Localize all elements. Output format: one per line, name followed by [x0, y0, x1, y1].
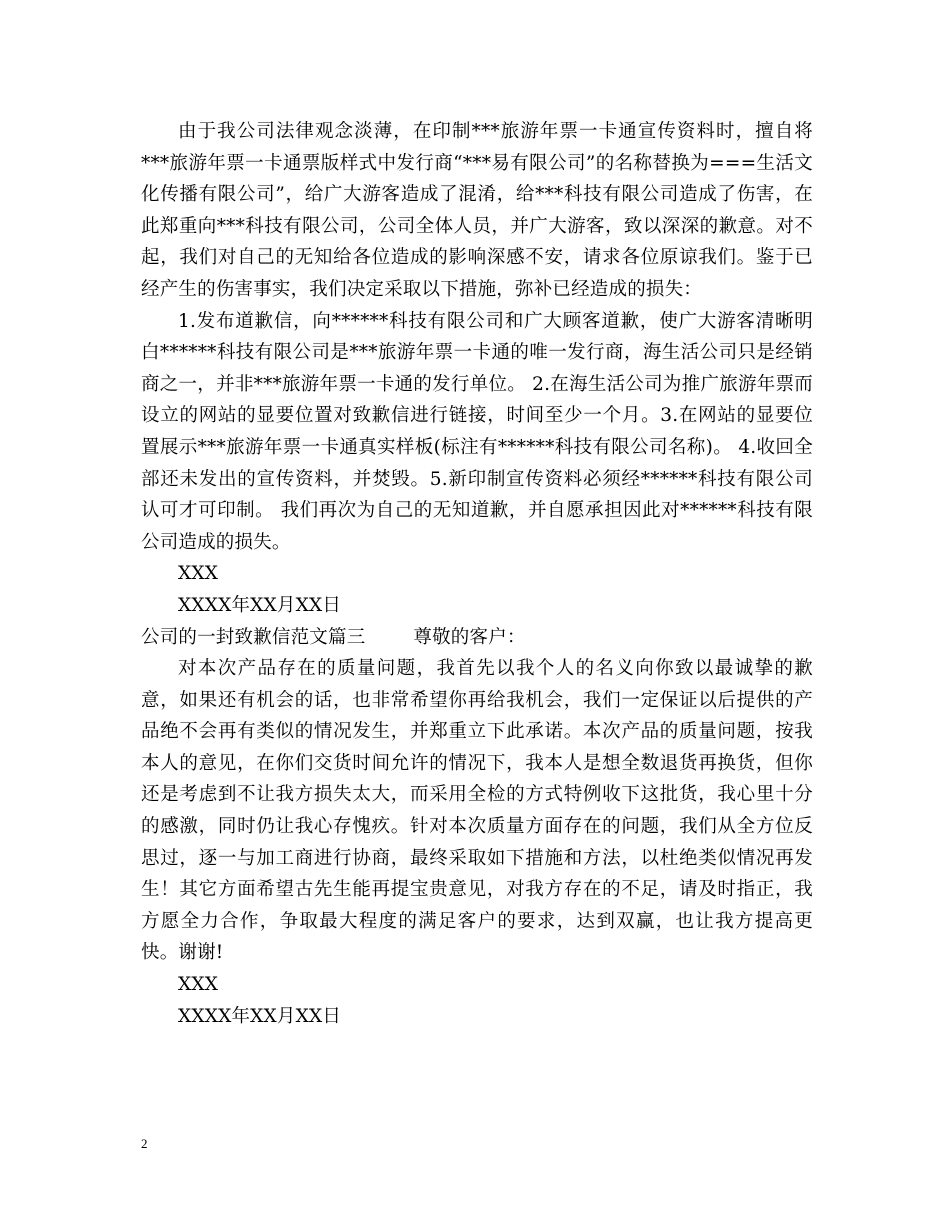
page-number: 2: [141, 1136, 148, 1151]
signature: XXX: [178, 563, 219, 585]
paragraph-quality-apology: 对本次产品存在的质量问题，我首先以我个人的名义向你致以最诚挚的歉意，如果还有机会的话，也非常希望你再给我机会，我们一定保证以后提供的产品绝不会再有类似的情况发生，并郑重立下此承诺。本次产品的质量问题，按我本人的意见，在你们交货时间允许的情况下，我本人是想全数退货再换货，但你还是考虑到不让我方损失太大，而采用全检的方式特例收下这批货，我心里十分的感激，同时仍让我心存愧疚。针对本次质量方面存在的问题，我们从全方位反思过，逐一与加工商进行协商，最终采取如下措施和方法，以杜绝类似情况再发生！其它方面希望古先生能再提宝贵意见，对我方存在的不足，请及时指正，我方愿全力合作，争取最大程度的满足客户的要求，达到双赢，也让我方提高更快。谢谢!: [141, 658, 813, 964]
section-heading: 公司的一封致歉信范文篇三: [141, 626, 366, 648]
section-heading-line: [141, 622, 813, 654]
document-body: [141, 116, 813, 1032]
date-line: XXXX年XX月XX日: [178, 594, 342, 616]
signature: XXX: [178, 974, 219, 996]
paragraph-apology-intro: 由于我公司法律观念淡薄，在印制***旅游年票一卡通宣传资料时，擅自将***旅游年票一卡通票版样式中发行商“***易有限公司”的名称替换为===生活文化传播有限公司”，给广大游客造成了混淆，给***科技有限公司造成了伤害，在此郑重向***科技有限公司，公司全体人员，并广大游客，致以深深的歉意。对不起，我们对自己的无知给各位造成的影响深感不安，请求各位原谅我们。鉴于已经产生的伤害事实，我们决定采取以下措施，弥补已经造成的损失：: [141, 121, 813, 300]
paragraph-measures: 1.发布道歉信，向******科技有限公司和广大顾客道歉，使广大游客清晰明白******科技有限公司是***旅游年票一卡通的唯一发行商，海生活公司只是经销商之一，并非***旅游年票一卡通的发行单位。 2.在海生活公司为推广旅游年票而设立的网站的显要位置对致歉信进行链接，时间至少一个月。3.在网站的显要位置展示***旅游年票一卡通真实样板(标注有******科技有限公司名称)。 4.收回全部还未发出的宣传资料，并焚毁。5.新印制宣传资料必须经******科技有限公司认可才可印制。 我们再次为自己的无知道歉，并自愿承担因此对******科技有限公司造成的损失。: [141, 310, 813, 553]
date-line: XXXX年XX月XX日: [178, 1005, 342, 1027]
salutation: 尊敬的客户：: [413, 626, 526, 648]
